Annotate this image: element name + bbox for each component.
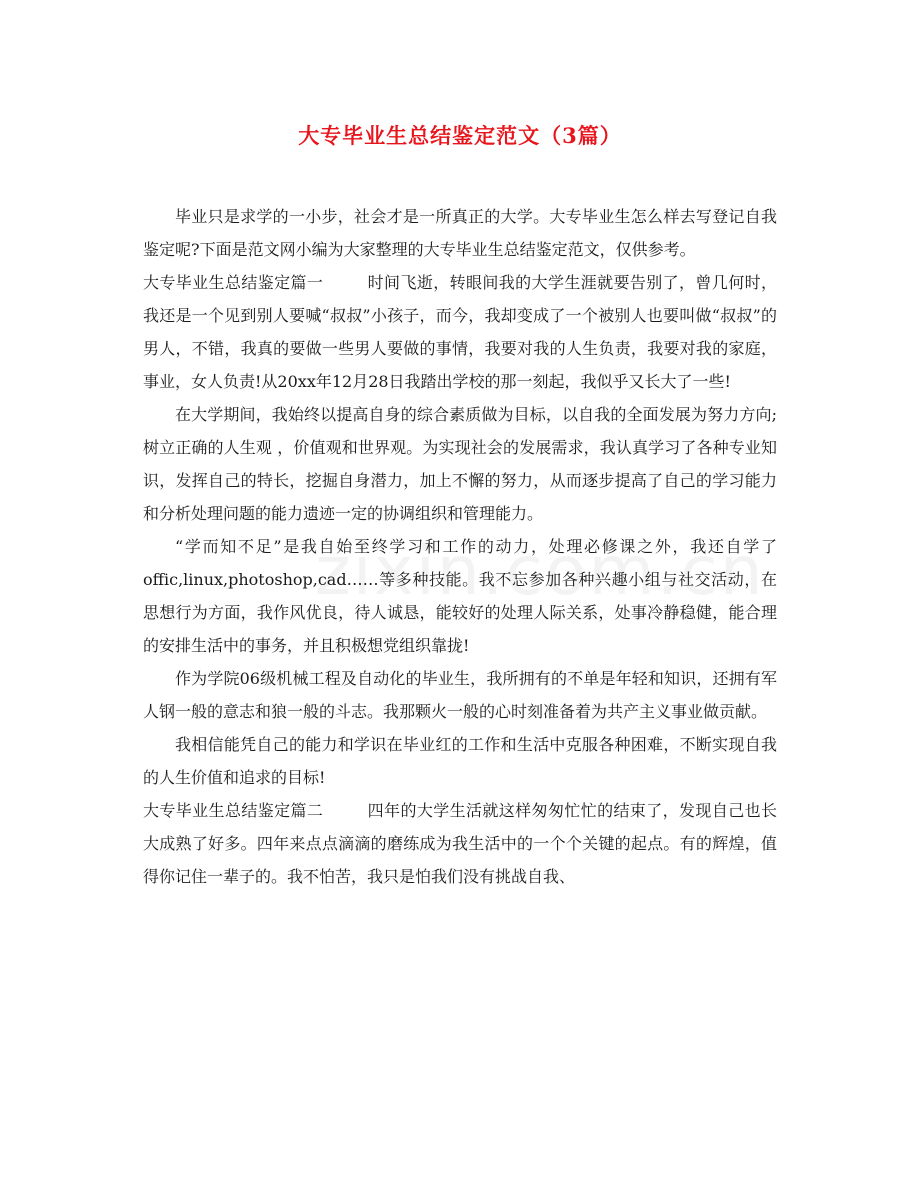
body-paragraph: “学而知不足”是我自始至终学习和工作的动力，处理必修课之外，我还自学了offic,linux,photoshop,cad……等多种技能。我不忘参加各种兴趣小组与社交活动，在思想行为方面，我作风优良，待人诚恳，能较好的处理人际关系，处事冷静稳健，能合理的安排生活中的事务，并且积极想党组织靠拢! <box>143 537 777 655</box>
body-paragraph: 我相信能凭自己的能力和学识在毕业红的工作和生活中克服各种困难，不断实现自我的人生价值和追求的目标! <box>143 735 777 787</box>
body-paragraph: 在大学期间，我始终以提高自身的综合素质做为目标，以自我的全面发展为努力方向;树立正确的人生观 ，价值观和世界观。为实现社会的发展需求，我认真学习了各种专业知识，发挥自己的特长，挖掘自身潜力，加上不懈的努力，从而逐步提高了自己的学习能力和分析处理问题的能力遗迹一定的协调组织和管理能力。 <box>143 405 777 523</box>
section-1-heading: 大专毕业生总结鉴定篇一 <box>143 273 324 292</box>
body-paragraph: 作为学院06级机械工程及自动化的毕业生，我所拥有的不单是年轻和知识，还拥有军人钢一般的意志和狼一般的斗志。我那颗火一般的心时刻准备着为共产主义事业做贡献。 <box>143 669 777 721</box>
section-1-text: 时间飞逝，转眼间我的大学生涯就要告别了，曾几何时，我还是一个见到别人要喊“叔叔”小孩子，而今，我却变成了一个被别人也要叫做“叔叔”的男人，不错，我真的要做一些男人要做的事情，我要对我的人生负责，我要对我的家庭，事业，女人负责!从20xx年12月28日我踏出学校的那一刻起，我似乎又长大了一些! <box>143 273 777 391</box>
section-2-paragraph <box>143 794 777 893</box>
page-title: 大专毕业生总结鉴定范文（3篇） <box>298 123 622 148</box>
intro-paragraph: 毕业只是求学的一小步，社会才是一所真正的大学。大专毕业生怎么样去写登记自我鉴定呢?下面是范文网小编为大家整理的大专毕业生总结鉴定范文，仅供参考。 <box>143 207 777 259</box>
section-2-text: 四年的大学生活就这样匆匆忙忙的结束了，发现自己也长大成熟了好多。四年来点点滴滴的磨练成为我生活中的一个个关键的起点。有的辉煌，值得你记住一辈子的。我不怕苦，我只是怕我们没有挑战自我、 <box>143 801 777 886</box>
section-2-heading: 大专毕业生总结鉴定篇二 <box>143 801 324 820</box>
section-1-paragraph <box>143 266 777 398</box>
document-body <box>143 200 777 893</box>
